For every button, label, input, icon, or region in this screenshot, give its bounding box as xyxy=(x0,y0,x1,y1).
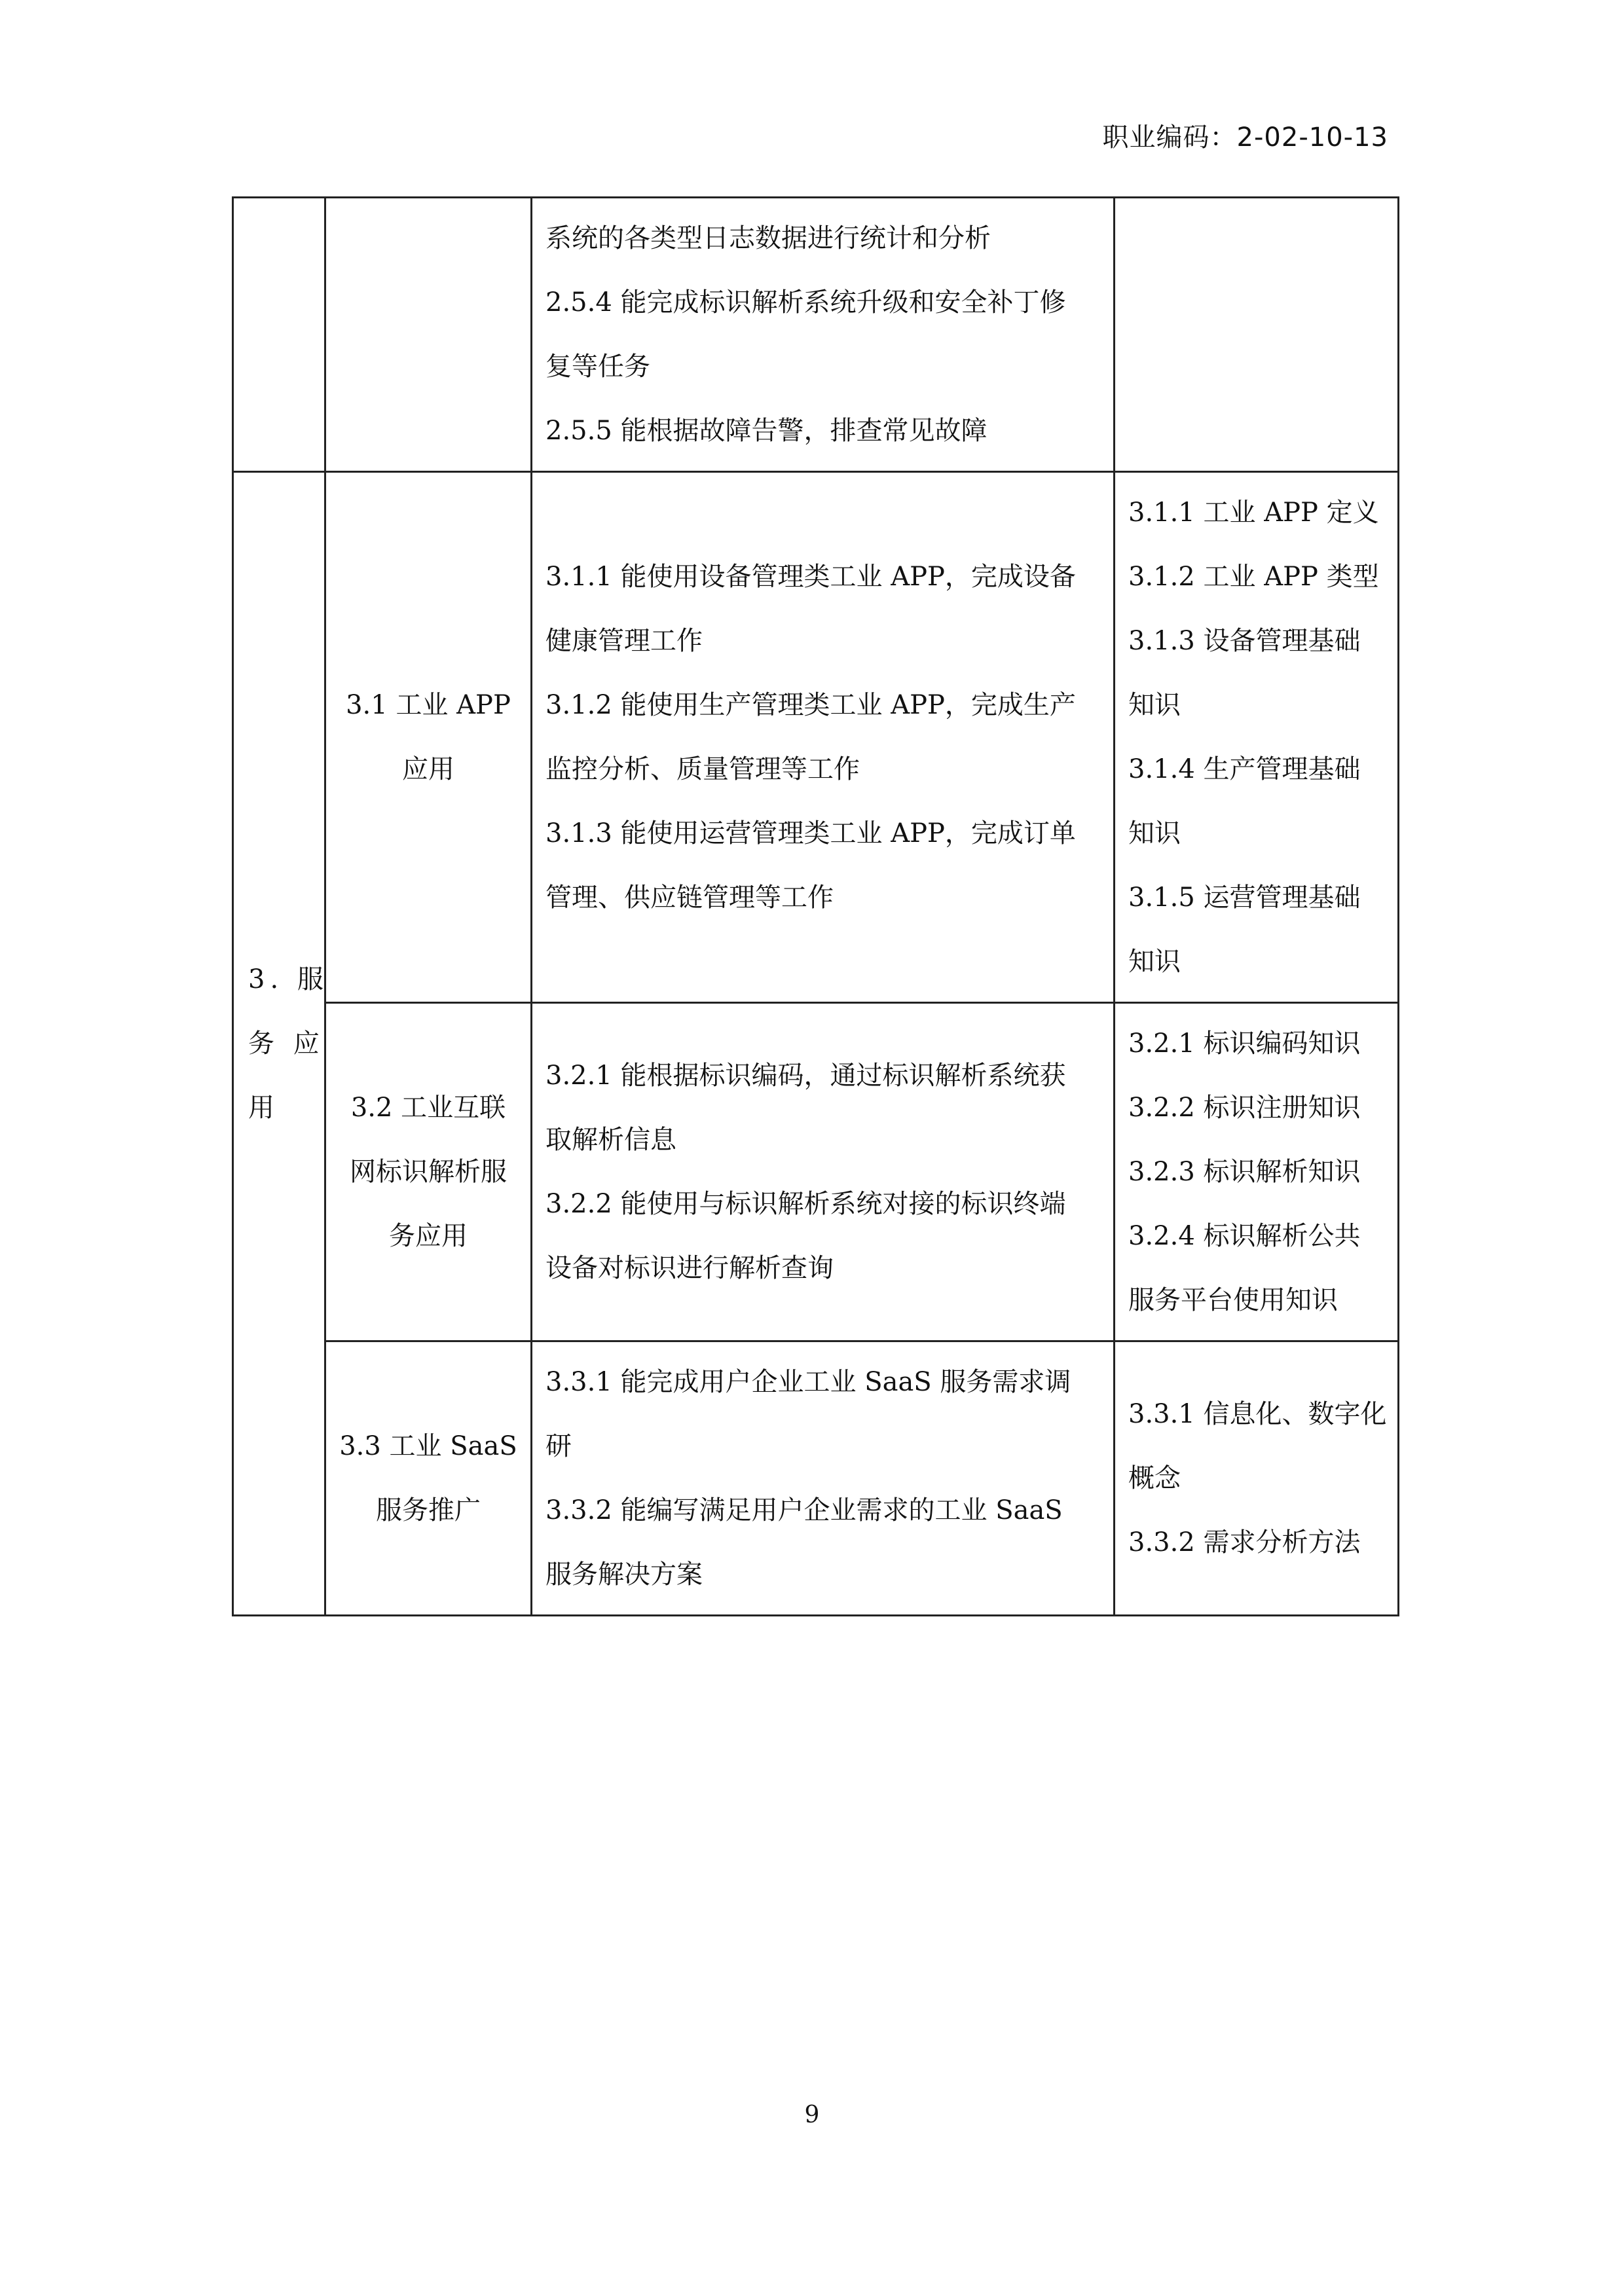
knowledge-line: 3.2.2 标识注册知识 xyxy=(1128,1093,1361,1123)
skills-cell xyxy=(532,198,1115,472)
table-row-continuation xyxy=(233,198,1399,472)
skill-line: 3.1.3 能使用运营管理类工业 APP，完成订单 xyxy=(545,818,1076,848)
module-line: 3.1 工业 APP xyxy=(346,690,511,720)
knowledge-line: 服务平台使用知识 xyxy=(1128,1285,1338,1315)
module-line: 网标识解析服 xyxy=(350,1157,507,1187)
knowledge-line: 3.3.1 信息化、数字化 xyxy=(1128,1399,1387,1429)
skills-cell xyxy=(532,1341,1115,1616)
skill-line: 取解析信息 xyxy=(545,1125,676,1155)
module-line: 应用 xyxy=(402,754,454,784)
module-cell xyxy=(325,1341,532,1616)
skill-line: 2.5.5 能根据故障告警，排查常见故障 xyxy=(545,416,987,446)
page-number: 9 xyxy=(804,2102,820,2128)
knowledge-line: 3.1.2 工业 APP 类型 xyxy=(1128,562,1379,592)
knowledge-line: 概念 xyxy=(1128,1463,1181,1493)
knowledge-cell xyxy=(1115,1341,1399,1616)
skill-line: 研 xyxy=(545,1431,572,1461)
module-cell xyxy=(325,472,532,1003)
skill-line: 3.2.1 能根据标识编码，通过标识解析系统获 xyxy=(545,1061,1066,1091)
skill-line: 系统的各类型日志数据进行统计和分析 xyxy=(545,223,991,253)
knowledge-line: 3.3.2 需求分析方法 xyxy=(1128,1527,1361,1558)
module-line: 服务推广 xyxy=(376,1495,481,1525)
module-line: 3.3 工业 SaaS xyxy=(339,1431,517,1461)
knowledge-cell xyxy=(1115,1003,1399,1341)
knowledge-line: 3.1.3 设备管理基础 xyxy=(1128,626,1361,656)
knowledge-cell xyxy=(1115,472,1399,1003)
skill-line: 监控分析、质量管理等工作 xyxy=(545,754,860,784)
module-cell xyxy=(325,1003,532,1341)
skill-line: 3.3.1 能完成用户企业工业 SaaS 服务需求调 xyxy=(545,1367,1071,1397)
knowledge-line: 3.2.4 标识解析公共 xyxy=(1128,1221,1361,1251)
skill-line: 复等任务 xyxy=(545,352,650,382)
module-line: 3.2 工业互联 xyxy=(350,1093,506,1123)
category-cell xyxy=(233,472,329,1616)
skills-cell xyxy=(532,472,1115,1003)
skill-line: 3.3.2 能编写满足用户企业需求的工业 SaaS xyxy=(545,1495,1063,1525)
knowledge-cell-empty xyxy=(1115,198,1399,472)
skill-line: 3.2.2 能使用与标识解析系统对接的标识终端 xyxy=(545,1189,1066,1219)
knowledge-line: 知识 xyxy=(1128,818,1181,848)
skills-table xyxy=(232,196,1399,1616)
skill-line: 3.1.1 能使用设备管理类工业 APP，完成设备 xyxy=(545,562,1076,592)
table-row-3-1 xyxy=(233,472,1399,1003)
knowledge-line: 3.2.1 标识编码知识 xyxy=(1128,1029,1361,1059)
knowledge-line: 3.1.4 生产管理基础 xyxy=(1128,754,1361,784)
table-row-3-3 xyxy=(233,1341,1399,1616)
skill-line: 2.5.4 能完成标识解析系统升级和安全补丁修 xyxy=(545,287,1066,318)
table-row-3-2 xyxy=(233,1003,1399,1341)
knowledge-line: 知识 xyxy=(1128,690,1181,720)
knowledge-line: 3.2.3 标识解析知识 xyxy=(1128,1157,1361,1187)
category-line: 务 应 xyxy=(248,1029,325,1059)
module-cell-empty xyxy=(325,198,532,472)
skill-line: 管理、供应链管理等工作 xyxy=(545,883,834,913)
occupation-code: 职业编码：2-02-10-13 xyxy=(1102,122,1388,153)
skill-line: 3.1.2 能使用生产管理类工业 APP，完成生产 xyxy=(545,690,1076,720)
skill-line: 服务解决方案 xyxy=(545,1559,703,1590)
module-line: 务应用 xyxy=(389,1221,468,1251)
knowledge-line: 3.1.1 工业 APP 定义 xyxy=(1128,498,1379,528)
knowledge-line: 3.1.5 运营管理基础 xyxy=(1128,883,1361,913)
category-line: 3. 服 xyxy=(248,964,329,994)
skill-line: 健康管理工作 xyxy=(545,626,703,656)
category-cell-empty xyxy=(233,198,325,472)
knowledge-line: 知识 xyxy=(1128,947,1181,977)
category-line: 用 xyxy=(248,1093,280,1123)
skill-line: 设备对标识进行解析查询 xyxy=(545,1253,834,1283)
skills-cell xyxy=(532,1003,1115,1341)
